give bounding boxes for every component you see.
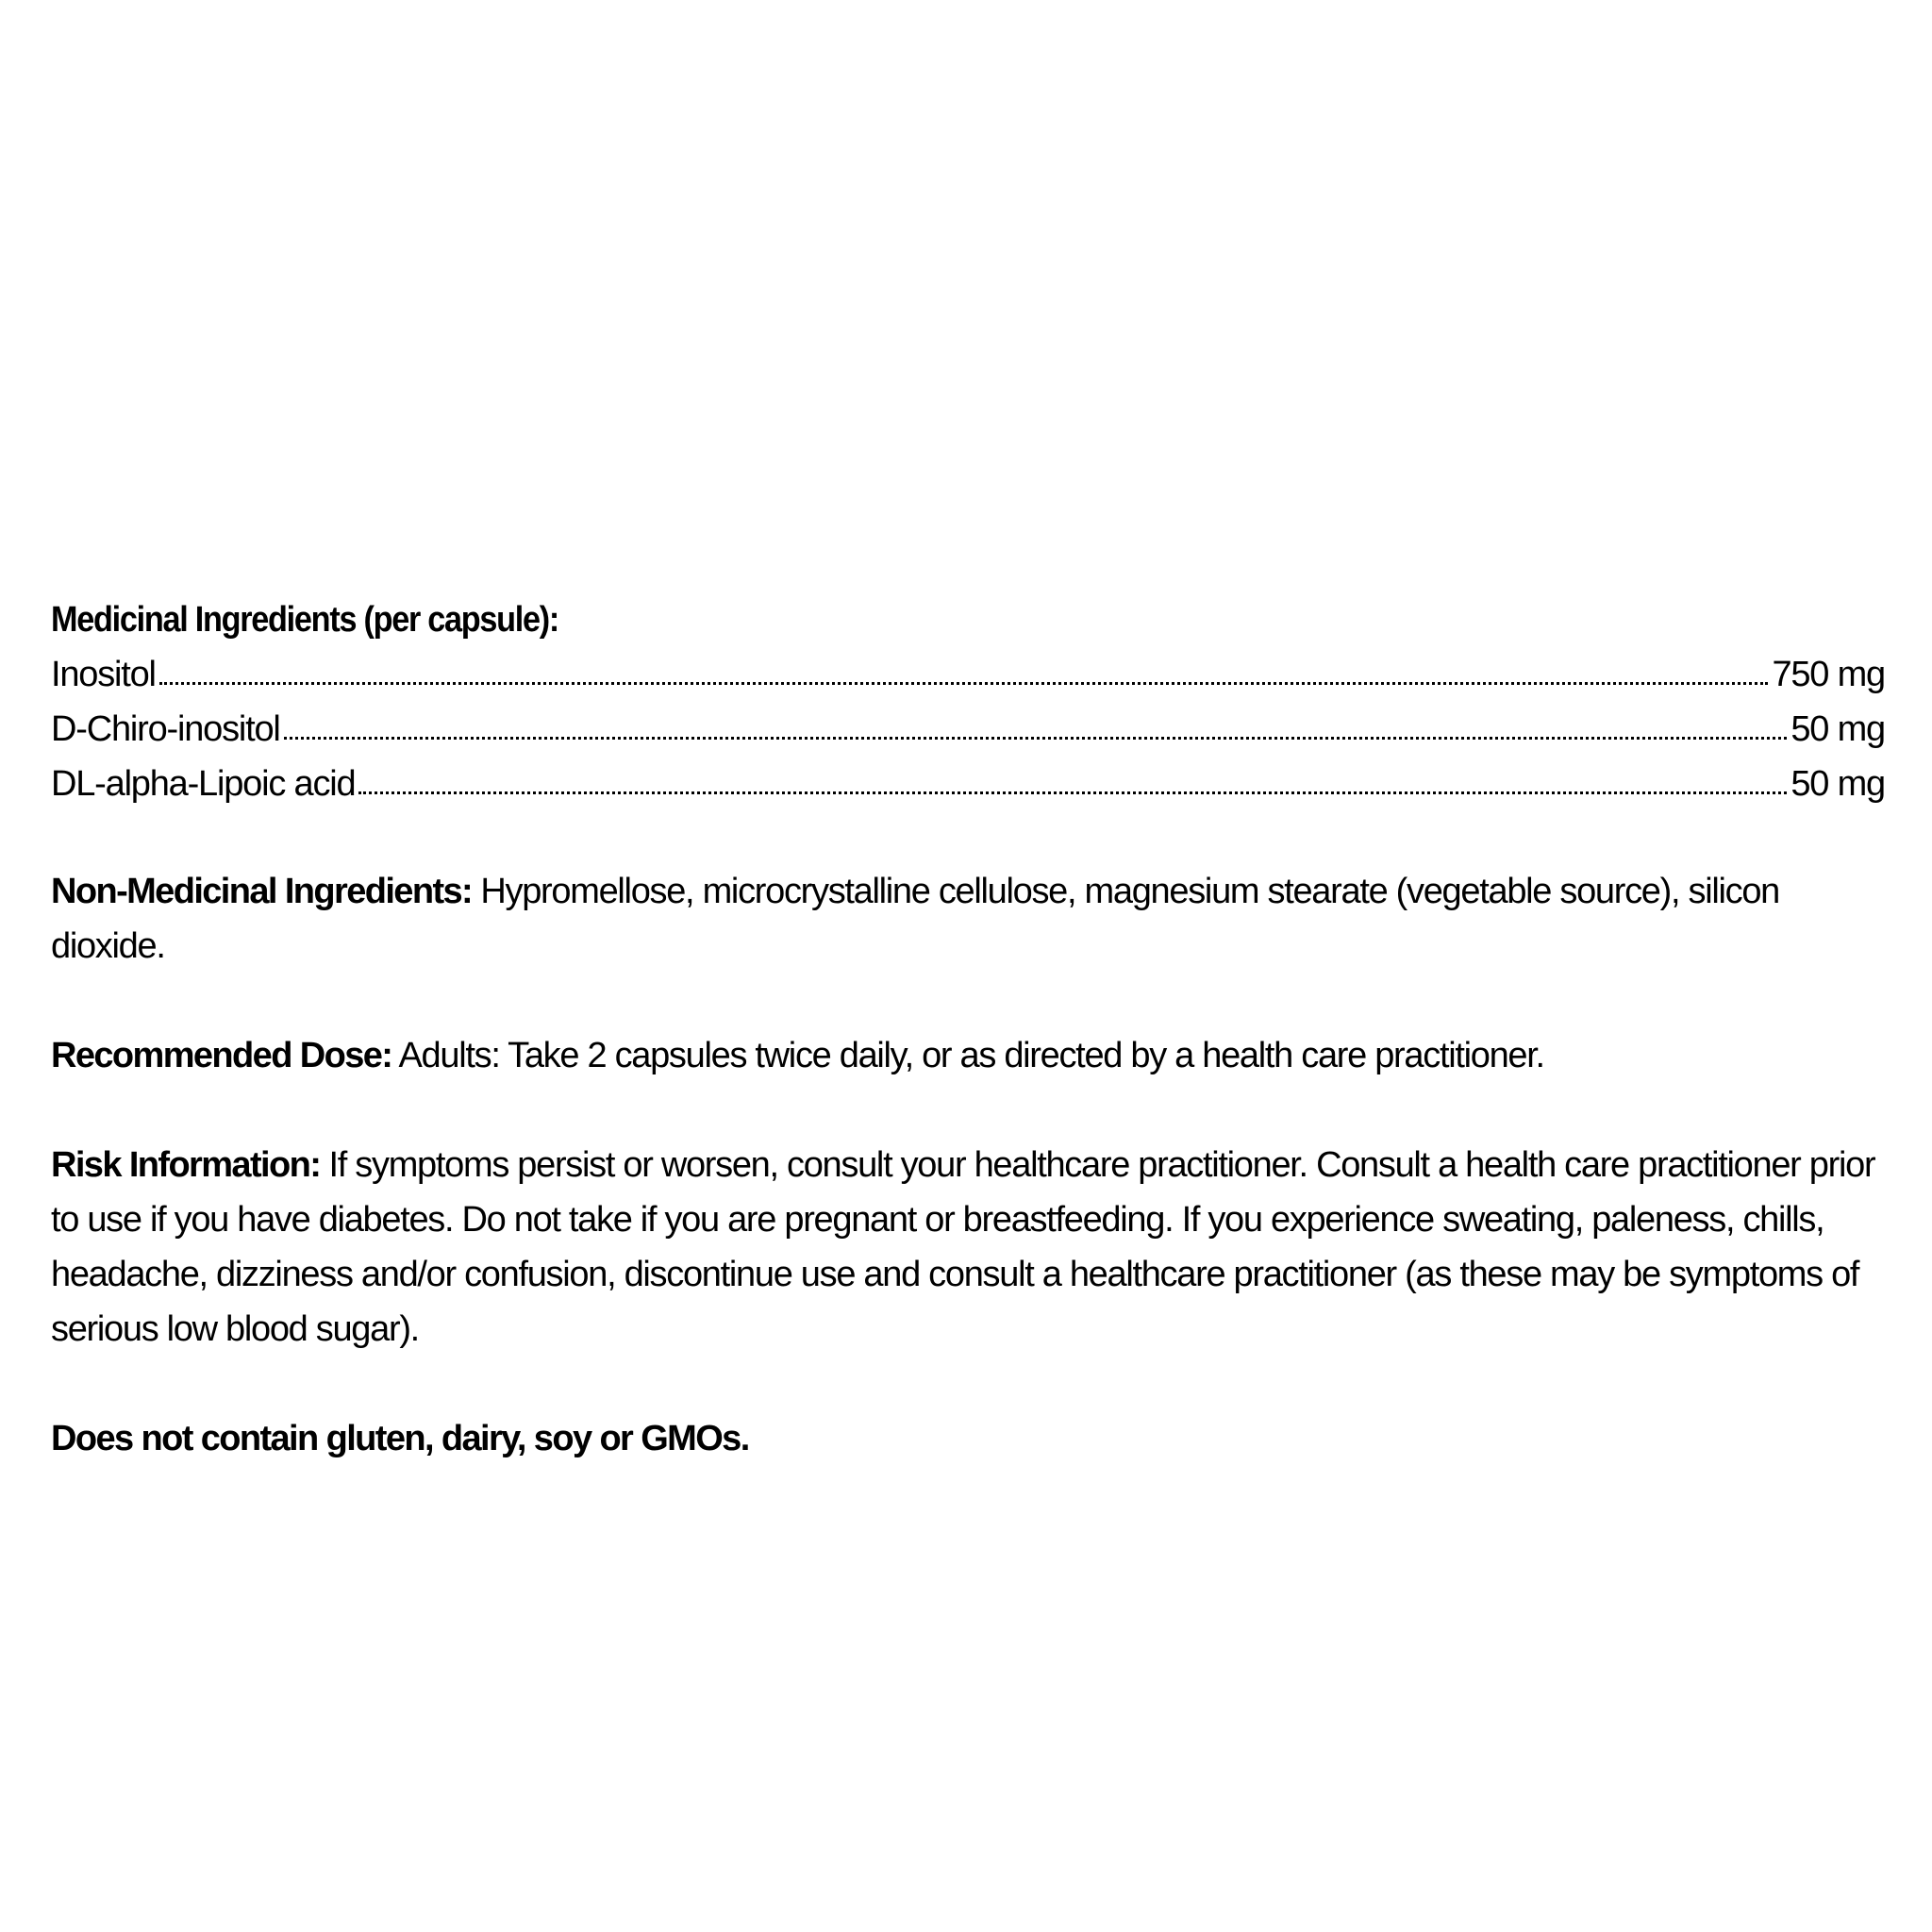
spacer	[51, 811, 1885, 864]
ingredient-amount: 750 mg	[1772, 655, 1885, 694]
dot-leader	[159, 682, 1769, 685]
ingredient-name: D-Chiro-inositol	[51, 709, 280, 749]
risk-information-text: If symptoms persist or worsen, consult your healthcare practitioner. Consult a health care practitioner prior to use if you have diabetes. Do not take if you are pregnant or breastfeeding. If you experience sweating, paleness, chills, headache, dizziness and/or confusion, discontinue use and consult a healthcare practitioner (as these may be symptoms of serious low blood sugar).	[51, 1145, 1875, 1349]
product-label-panel	[51, 592, 1885, 1466]
ingredient-row-d-chiro-inositol	[51, 702, 1885, 757]
free-from-statement	[51, 1411, 1885, 1466]
ingredient-name: DL-alpha-Lipoic acid	[51, 764, 356, 804]
dot-leader	[284, 737, 1788, 740]
spacer	[51, 1083, 1885, 1138]
non-medicinal-label: Non-Medicinal Ingredients:	[51, 872, 473, 911]
free-from-text: Does not contain gluten, dairy, soy or GMOs.	[51, 1419, 749, 1458]
non-medicinal-ingredients	[51, 864, 1885, 974]
ingredient-amount: 50 mg	[1790, 709, 1885, 749]
ingredient-row-inositol	[51, 647, 1885, 702]
risk-information-label: Risk Information:	[51, 1145, 321, 1185]
medicinal-ingredients-list	[51, 647, 1885, 811]
dot-leader	[358, 791, 1787, 794]
spacer	[51, 1357, 1885, 1411]
recommended-dose-label: Recommended Dose:	[51, 1036, 392, 1075]
recommended-dose-text: Adults: Take 2 capsules twice daily, or as directed by a health care practitioner.	[391, 1036, 1544, 1075]
recommended-dose	[51, 1028, 1885, 1083]
ingredient-row-dl-alpha-lipoic-acid	[51, 757, 1885, 811]
medicinal-ingredients-heading: Medicinal Ingredients (per capsule):	[51, 600, 559, 640]
spacer	[51, 974, 1885, 1028]
ingredient-name: Inositol	[51, 655, 156, 694]
non-medicinal-text: Hypromellose, microcrystalline cellulose, magnesium stearate (vegetable source), silicon dioxide.	[51, 872, 1780, 966]
risk-information	[51, 1138, 1885, 1357]
ingredient-amount: 50 mg	[1790, 764, 1885, 804]
